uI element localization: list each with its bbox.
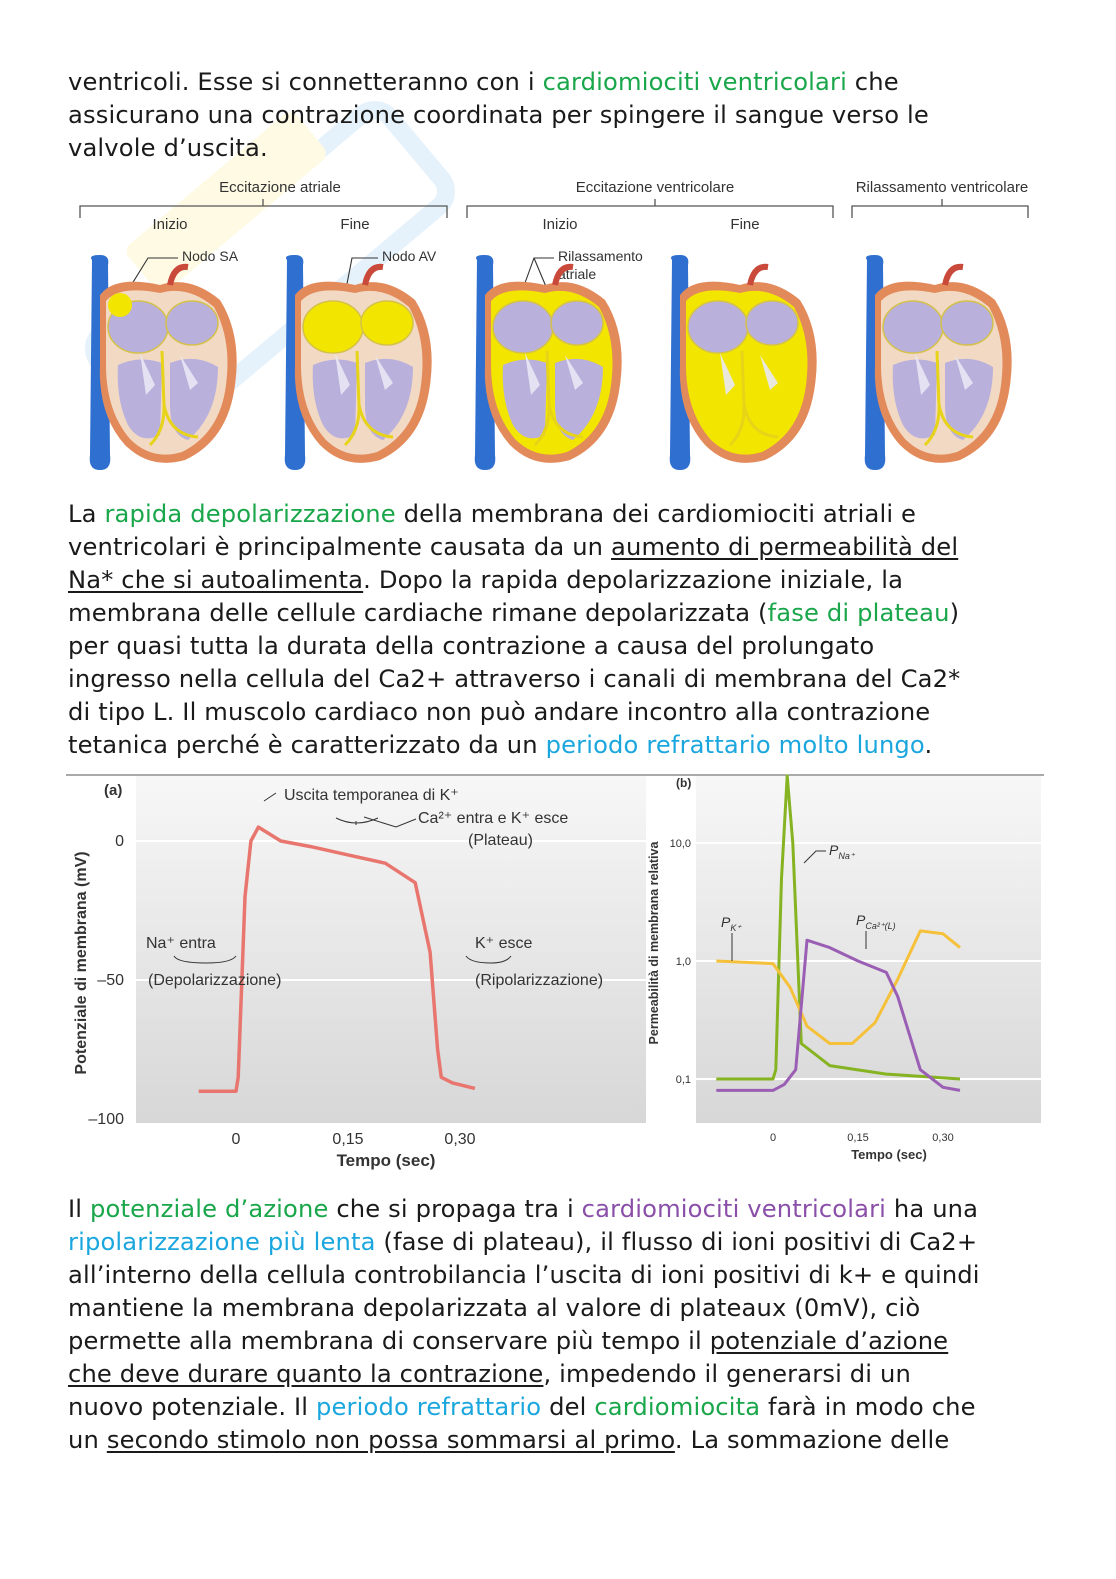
text: membrana delle cellule cardiache rimane depolarizzata (	[68, 599, 768, 627]
x-tick-label: 0,30	[444, 1131, 476, 1148]
text-line: assicurano una contrazione coordinata per spingere il sangue verso le	[68, 101, 929, 129]
x-tick-label: 0,15	[332, 1131, 364, 1148]
highlight-term: fase di plateau	[767, 599, 950, 627]
annotation-na-in: Na⁺ entra	[146, 935, 216, 952]
chart-panel-b	[647, 776, 1041, 1162]
right-atrium	[883, 301, 943, 353]
y-axis-label-b: Permeabilità di membrana relativa	[647, 841, 661, 1045]
panel-label-a: (a)	[104, 782, 123, 799]
y-axis-label-a: Potenziale di membrana (mV)	[73, 851, 90, 1075]
heart-diagram	[90, 255, 237, 470]
label-eccitazione-atriale: Eccitazione atriale	[219, 179, 341, 196]
left-atrium	[941, 301, 993, 345]
highlight-term: cardiomiociti ventricolari	[542, 68, 847, 96]
charts-svg	[66, 773, 1044, 1173]
y-tick-label: –50	[97, 972, 124, 989]
left-atrium	[166, 301, 218, 345]
highlight-term: rapida depolarizzazione	[104, 500, 396, 528]
right-atrium	[303, 301, 363, 353]
text: che	[846, 68, 899, 96]
series-label-pca: $P_{Ca^{2+}(L)}$	[856, 912, 896, 931]
text: tetanica perché è caratterizzato da un	[68, 731, 546, 759]
text: , impedendo il generarsi di un	[543, 1360, 911, 1388]
underlined-text: Na* che si autoalimenta	[68, 566, 364, 594]
label-fine: Fine	[730, 216, 760, 233]
y-tick-label: 1,0	[675, 956, 691, 968]
x-tick-label: 0,30	[932, 1132, 954, 1144]
heart-diagram	[865, 255, 1012, 470]
text: (fase di plateau), il flusso di ioni positivi di Ca2+	[375, 1228, 978, 1256]
annotation-repol: (Ripolarizzazione)	[475, 972, 604, 989]
text: del	[541, 1393, 595, 1421]
heart-diagram	[670, 255, 817, 470]
annotation-depol: (Depolarizzazione)	[148, 972, 282, 989]
heart-diagram	[475, 255, 622, 470]
label-nodo-sa: Nodo SA	[182, 248, 239, 264]
text: che si propaga tra i	[328, 1195, 582, 1223]
label-fine: Fine	[340, 216, 370, 233]
heart-figure-svg	[70, 170, 1055, 470]
series-label-pna: $P_{Na^+}$	[829, 842, 855, 861]
x-tick-label: 0	[769, 1132, 777, 1144]
text: ventricolari è principalmente causata da un	[68, 533, 612, 561]
annotation-k-out-temp: Uscita temporanea di K⁺	[284, 787, 459, 804]
action-potential-figure	[66, 773, 1044, 1173]
highlight-term: potenziale d’azione	[90, 1195, 329, 1223]
underlined-text: che deve durare quanto la contrazione	[68, 1360, 544, 1388]
text: .	[924, 731, 933, 759]
paragraph-depolarization	[68, 498, 1053, 762]
highlight-term: periodo refrattario	[316, 1393, 542, 1421]
right-atrium	[688, 301, 748, 353]
panel-label-b: (b)	[676, 776, 692, 790]
chart-panel-a	[73, 776, 646, 1170]
left-atrium	[746, 301, 798, 345]
x-tick-label: 0	[231, 1131, 241, 1148]
label-inizio: Inizio	[542, 216, 578, 233]
text: nuovo potenziale. Il	[68, 1393, 317, 1421]
paragraph-intro	[68, 66, 1053, 165]
text: farà in modo che	[760, 1393, 976, 1421]
text: della membrana dei cardiomiociti atriali e	[395, 500, 917, 528]
y-tick-label: 0,1	[675, 1074, 691, 1086]
text-line: per quasi tutta la durata della contrazione a causa del prolungato	[68, 632, 875, 660]
left-atrium	[551, 301, 603, 345]
x-axis-label-a: Tempo (sec)	[336, 1151, 436, 1170]
text: ha una	[886, 1195, 979, 1223]
label-rilassamento: Rilassamento	[558, 248, 643, 264]
text: . Dopo la rapida depolarizzazione iniziale, la	[363, 566, 904, 594]
label-eccitazione-ventricolare: Eccitazione ventricolare	[575, 179, 735, 196]
label-rilassamento-ventricolare: Rilassamento ventricolare	[855, 179, 1029, 196]
underlined-text: aumento di permeabilità del	[611, 533, 959, 561]
label-inizio: Inizio	[152, 216, 188, 233]
text: . La sommazione delle	[674, 1426, 950, 1454]
y-tick-label: 0	[115, 833, 124, 850]
underlined-text: potenziale d’azione	[709, 1327, 949, 1355]
x-tick-label: 0,15	[847, 1132, 869, 1144]
label-nodo-av: Nodo AV	[382, 248, 437, 264]
paragraph-action-potential	[68, 1193, 1053, 1457]
highlight-term: ripolarizzazione più lenta	[68, 1228, 376, 1256]
left-atrium	[361, 301, 413, 345]
label-atriale: atriale	[558, 266, 597, 282]
sa-node	[108, 293, 132, 317]
y-tick-label: 10,0	[669, 838, 691, 850]
text: Il	[68, 1195, 90, 1223]
text: un	[68, 1426, 107, 1454]
heart-excitation-figure	[70, 170, 1055, 470]
text-line: ingresso nella cellula del Ca2+ attraverso i canali di membrana del Ca2*	[68, 665, 961, 693]
annotation-k-out: K⁺ esce	[475, 935, 533, 952]
text: La	[68, 500, 105, 528]
highlight-term: periodo refrattario molto lungo	[545, 731, 925, 759]
heart-diagram	[285, 255, 432, 470]
text-line: valvole d’uscita.	[68, 134, 268, 162]
text-line: all’interno della cellula controbilancia l’uscita di ioni positivi di k+ e quindi	[68, 1261, 980, 1289]
right-atrium	[493, 301, 553, 353]
underlined-text: secondo stimolo non possa sommarsi al primo	[106, 1426, 675, 1454]
x-axis-label-b: Tempo (sec)	[851, 1147, 927, 1162]
text: permette alla membrana di conservare più tempo il	[68, 1327, 710, 1355]
series-label-pk: $P_{K^+}$	[721, 914, 742, 933]
text: ventricoli. Esse si connetteranno con i	[68, 68, 543, 96]
annotation-ca-in: Ca²⁺ entra e K⁺ esce	[418, 810, 569, 827]
highlight-term: cardiomiocita	[594, 1393, 761, 1421]
annotation-plateau: (Plateau)	[468, 832, 533, 849]
highlight-term: cardiomiociti ventricolari	[581, 1195, 887, 1223]
y-tick-label: –100	[88, 1111, 124, 1128]
text-line: mantiene la membrana depolarizzata al valore di plateaux (0mV), ciò	[68, 1294, 921, 1322]
text: )	[949, 599, 960, 627]
text-line: di tipo L. Il muscolo cardiaco non può andare incontro alla contrazione	[68, 698, 931, 726]
